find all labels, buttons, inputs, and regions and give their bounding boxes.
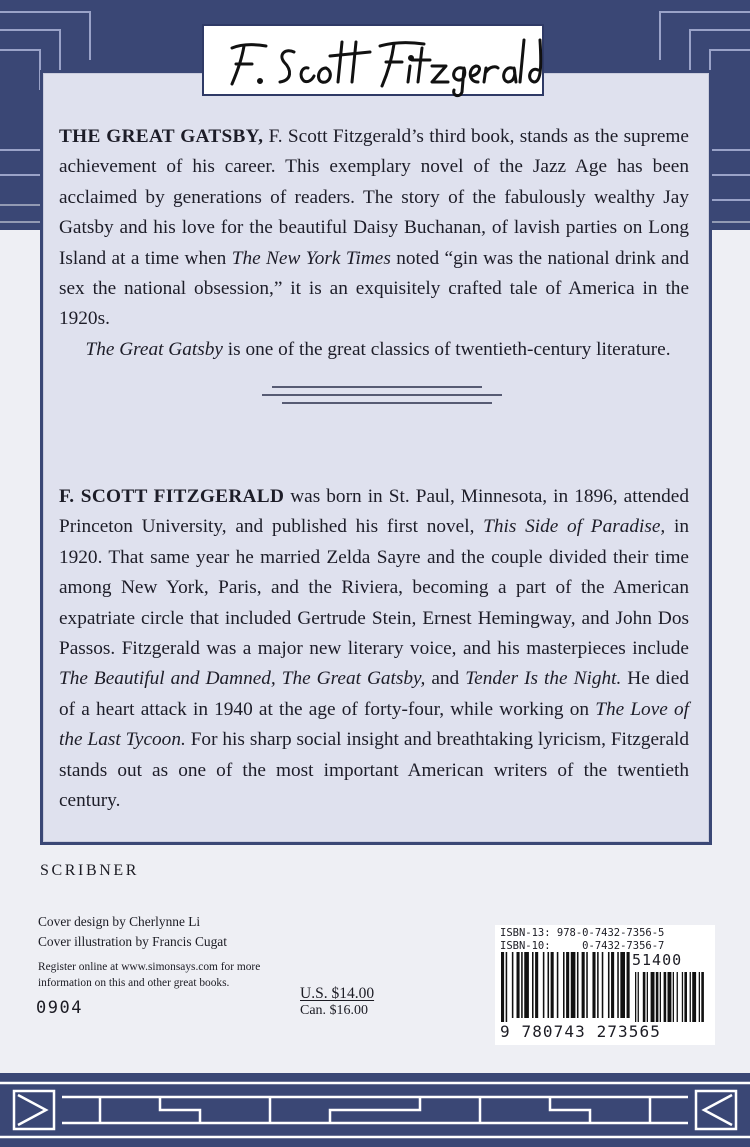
bio-text-1: was born in St. Paul, Minnesota, in 1896, attended Princeton University, and published his first novel, (59, 486, 689, 538)
signature-plate (202, 24, 544, 96)
barcode-bar (627, 952, 630, 1018)
bio-book-4: The Love of the Last Tycoon. (59, 698, 690, 751)
barcode-bar (563, 952, 565, 1018)
barcode-bar (506, 952, 508, 1022)
barcode-bar (582, 952, 585, 1018)
bio-book-3: Tender Is the Night. (465, 668, 622, 690)
barcode-bar (512, 952, 514, 1018)
bio-text-5: For his sharp social insight and breathtaking lyricism, Fitzgerald stands out as one of the most important American writers of the twentieth century. (59, 729, 689, 812)
barcode-addon-bar (664, 972, 667, 1022)
book-description-text-2: noted “gin was the national drink and sex the national obsession,” it is an exquisitely crafted tale of America in the 1920s. (59, 247, 689, 330)
barcode-addon-bar (684, 972, 687, 1022)
barcode-addon-bar (692, 972, 696, 1022)
publisher-name: SCRIBNER (40, 862, 140, 879)
bio-text-3: and (425, 668, 466, 690)
barcode-bar (524, 952, 529, 1018)
barcode-addon-bar (643, 972, 646, 1022)
barcode-bar (602, 952, 604, 1018)
barcode-bar (620, 952, 625, 1018)
barcode-addon-bar (673, 972, 674, 1022)
bottom-decorative-band (0, 1073, 750, 1147)
isbn-13: ISBN-13: 978-0-7432-7356-5 (500, 927, 665, 939)
barcode-bar (532, 952, 534, 1018)
barcode-addon-bar (635, 972, 636, 1022)
price-canada: Can. $16.00 (300, 1003, 369, 1018)
barcode-bar (592, 952, 595, 1018)
print-code: 0904 (36, 998, 83, 1018)
closing-book-title: The Great Gatsby (85, 338, 223, 360)
barcode-addon-bar (647, 972, 648, 1022)
price-code: 51400 (632, 951, 683, 969)
book-description-text-1: F. Scott Fitzgerald’s third book, stands as the supreme achievement of his career. This exemplary novel of the Jazz Age has been acclaimed by generations of readers. The story of the fabulously wealthy Jay Gatsby and his love for the beautiful Daisy Buchanan, of lavish parties on Long Island at a time when (59, 126, 689, 269)
register-note: Register online at www.simonsays.com for more information on this and other great books. (38, 961, 261, 989)
barcode-bar (577, 952, 579, 1018)
cover-design-credit: Cover design by Cherlynne Li (38, 914, 201, 929)
bio-text-2: in 1920. That same year he married Zelda Sayre and the couple divided their time among New York, Paris, and the Riviera, becoming a part of the American expatriate circle that included Gertrude Stein, Ernest Hemingway, and John Dos Passos. Fitzgerald was a major new literary voice, and his masterpieces include (59, 516, 689, 660)
book-title-caps: THE GREAT GATSBY, (59, 126, 264, 147)
author-name-caps: F. SCOTT FITZGERALD (59, 486, 285, 507)
price-us: U.S. $14.00 (300, 985, 375, 1002)
barcode-bar (586, 952, 588, 1018)
barcode-bar (501, 952, 504, 1022)
signature-image (204, 26, 546, 98)
barcode-bar (548, 952, 550, 1018)
price-block (300, 985, 374, 1019)
barcode-addon-bar (651, 972, 655, 1022)
barcode-addon-bar (668, 972, 672, 1022)
author-biography (59, 482, 689, 816)
isbn-10: ISBN-10: 0-7432-7356-7 (500, 940, 665, 952)
barcode-bar (597, 952, 599, 1018)
barcode-bar (608, 952, 610, 1018)
barcode-addon-bar (638, 972, 639, 1022)
barcode-addon-bar (682, 972, 683, 1022)
cover-illustration-credit: Cover illustration by Francis Cugat (38, 933, 227, 949)
art-deco-border (0, 1073, 750, 1147)
barcode-addon-bar (660, 972, 661, 1022)
barcode-bar (617, 952, 619, 1018)
barcode-bar (535, 952, 538, 1018)
section-divider (262, 385, 502, 409)
bio-book-2: The Beautiful and Damned, The Great Gatsby, (59, 668, 426, 690)
bio-book-1: This Side of Paradise, (483, 516, 666, 538)
barcode-bar (611, 952, 614, 1018)
barcode-bar (551, 952, 554, 1018)
barcode-bar (557, 952, 559, 1018)
barcode-addon-bar (656, 972, 659, 1022)
barcode-bar (517, 952, 520, 1018)
nyt-title: The New York Times (231, 247, 391, 269)
barcode-bar (543, 952, 545, 1018)
barcode-bar (566, 952, 569, 1018)
closing-text: is one of the great classics of twentieth-century literature. (222, 338, 671, 360)
barcode-addon-bar (699, 972, 700, 1022)
bio-text-4: He died of a heart attack in 1940 at the age of forty-four, while working on (59, 668, 689, 720)
cover-credits (38, 912, 227, 951)
ean-digits: 9 780743 273565 (500, 1022, 661, 1041)
barcode-addon-bar (701, 972, 704, 1022)
barcode-bar (571, 952, 576, 1018)
barcode-addon-bar (690, 972, 691, 1022)
book-description (59, 122, 689, 365)
barcode-bar (521, 952, 523, 1018)
barcode-addon-bar (677, 972, 678, 1022)
